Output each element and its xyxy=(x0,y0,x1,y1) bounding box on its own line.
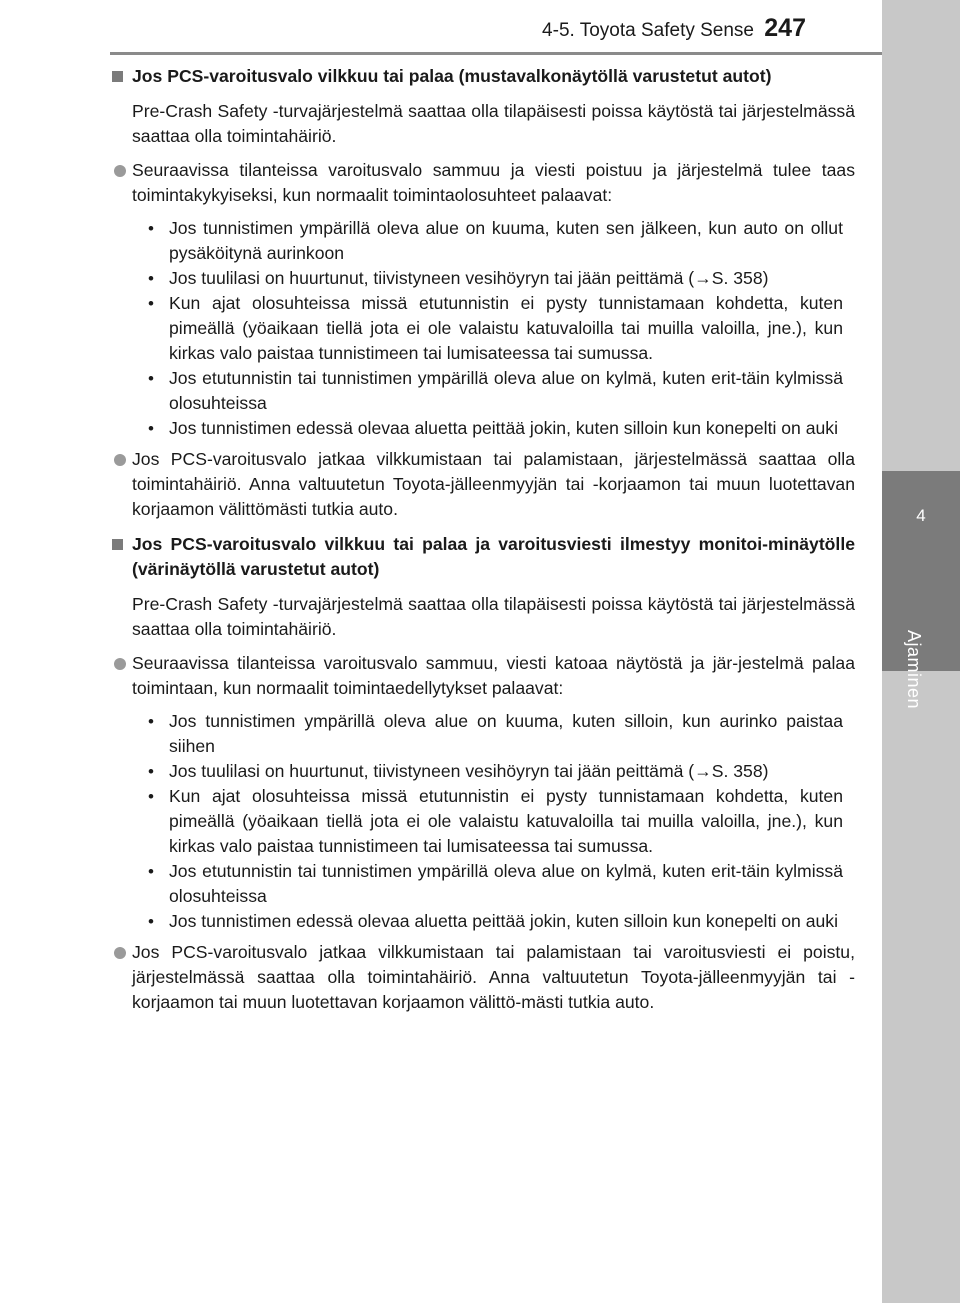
section-title: 4-5. Toyota Safety Sense xyxy=(542,20,754,41)
chapter-side-tab xyxy=(882,0,960,1303)
dot-icon: • xyxy=(148,787,154,806)
header-rule xyxy=(110,52,882,55)
list-item: • Kun ajat olosuhteissa missä etutunnistin ei pysty tunnistamaan kohdetta, kuten pimeällä (yöaikaan tiellä jota ei ole valaistu katuvaloilla tai muilla valoilla, jne.), kun kirkas valo paistaa tunnistimeen tai lumisateessa tai sumussa. xyxy=(148,786,843,856)
section-intro: Pre-Crash Safety -turvajärjestelmä saattaa olla tilapäisesti poissa käytöstä tai järjestelmässä saattaa olla toimintahäiriö. xyxy=(132,594,855,639)
chapter-number: 4 xyxy=(916,506,926,525)
list-item: • Jos etutunnistin tai tunnistimen ympärillä oleva alue on kylmä, kuten erit-täin kylmissä olosuhteissa xyxy=(148,861,843,906)
section-intro: Pre-Crash Safety -turvajärjestelmä saattaa olla tilapäisesti poissa käytöstä tai järjestelmässä saattaa olla toimintahäiriö. xyxy=(132,101,855,146)
list-item: • Jos etutunnistin tai tunnistimen ympärillä oleva alue on kylmä, kuten erit-täin kylmissä olosuhteissa xyxy=(148,368,843,413)
list-item: • Jos tuulilasi on huurtunut, tiivistyneen vesihöyryn tai jään peittämä (→S. 358) xyxy=(146,266,843,291)
dot-icon: • xyxy=(148,219,154,238)
condition-list xyxy=(110,216,855,441)
list-item: • Kun ajat olosuhteissa missä etutunnistin ei pysty tunnistamaan kohdetta, kuten pimeällä (yöaikaan tiellä jota ei ole valaistu katuvaloilla tai muilla valoilla, jne.), kun kirkas valo paistaa tunnistimeen tai lumisateessa tai sumussa. xyxy=(148,293,843,363)
circle-bullet-icon xyxy=(114,947,126,959)
bullet-item: Jos PCS-varoitusvalo jatkaa vilkkumistaan tai palamistaan tai varoitusviesti ei poistu, järjestelmässä saattaa olla toimintahäiriö. Anna valtuutetun Toyota-jälleenmyyjän tai -korjaamon tai muun luotettavan korjaamon välittö-mästi tutkia auto. xyxy=(110,940,855,1015)
bullet-item: Seuraavissa tilanteissa varoitusvalo sammuu ja viesti poistuu ja järjestelmä tulee taas toimintakykyiseksi, kun normaalit toimintaolosuhteet palaavat: xyxy=(110,158,855,208)
condition-list xyxy=(110,709,855,934)
page-number: 247 xyxy=(764,14,806,42)
dot-icon: • xyxy=(148,712,154,731)
page-header xyxy=(0,0,882,52)
list-item: • Jos tunnistimen ympärillä oleva alue on kuuma, kuten silloin, kun aurinko paistaa siihen xyxy=(148,711,843,756)
dot-icon: • xyxy=(148,912,154,931)
circle-bullet-icon xyxy=(114,165,126,177)
square-bullet-icon xyxy=(112,71,123,82)
dot-icon: • xyxy=(148,419,154,438)
bullet-item: Jos PCS-varoitusvalo jatkaa vilkkumistaan tai palamistaan, järjestelmässä saattaa olla toimintahäiriö. Anna valtuutetun Toyota-jälleenmyyjän tai -korjaamon tai muun luotettavan korjaamon välittömästi tutkia auto. xyxy=(110,447,855,522)
circle-bullet-icon xyxy=(114,658,126,670)
bullet-item: Seuraavissa tilanteissa varoitusvalo sammuu, viesti katoaa näytöstä ja jär-jestelmä palaa toimintaan, kun normaalit toimintaedellytykset palaavat: xyxy=(110,651,855,701)
section-heading: Jos PCS-varoitusvalo vilkkuu tai palaa ja varoitusviesti ilmestyy monitoi-minäytölle (värinäytöllä varustetut autot) xyxy=(110,532,855,582)
list-item: • Jos tunnistimen edessä olevaa aluetta peittää jokin, kuten silloin kun konepelti on auki xyxy=(146,909,843,934)
section-heading: Jos PCS-varoitusvalo vilkkuu tai palaa (mustavalkonäytöllä varustetut autot) xyxy=(110,64,855,89)
list-item: • Jos tunnistimen edessä olevaa aluetta peittää jokin, kuten silloin kun konepelti on auki xyxy=(146,416,843,441)
dot-icon: • xyxy=(148,294,154,313)
list-item: • Jos tuulilasi on huurtunut, tiivistyneen vesihöyryn tai jään peittämä (→S. 358) xyxy=(146,759,843,784)
circle-bullet-icon xyxy=(114,454,126,466)
page-content xyxy=(110,64,855,1023)
square-bullet-icon xyxy=(112,539,123,550)
dot-icon: • xyxy=(148,369,154,388)
chapter-label: Ajaminen xyxy=(904,630,924,710)
dot-icon: • xyxy=(148,269,154,288)
list-item: • Jos tunnistimen ympärillä oleva alue on kuuma, kuten sen jälkeen, kun auto on ollut pysäköitynä aurinkoon xyxy=(148,218,843,263)
dot-icon: • xyxy=(148,762,154,781)
dot-icon: • xyxy=(148,862,154,881)
